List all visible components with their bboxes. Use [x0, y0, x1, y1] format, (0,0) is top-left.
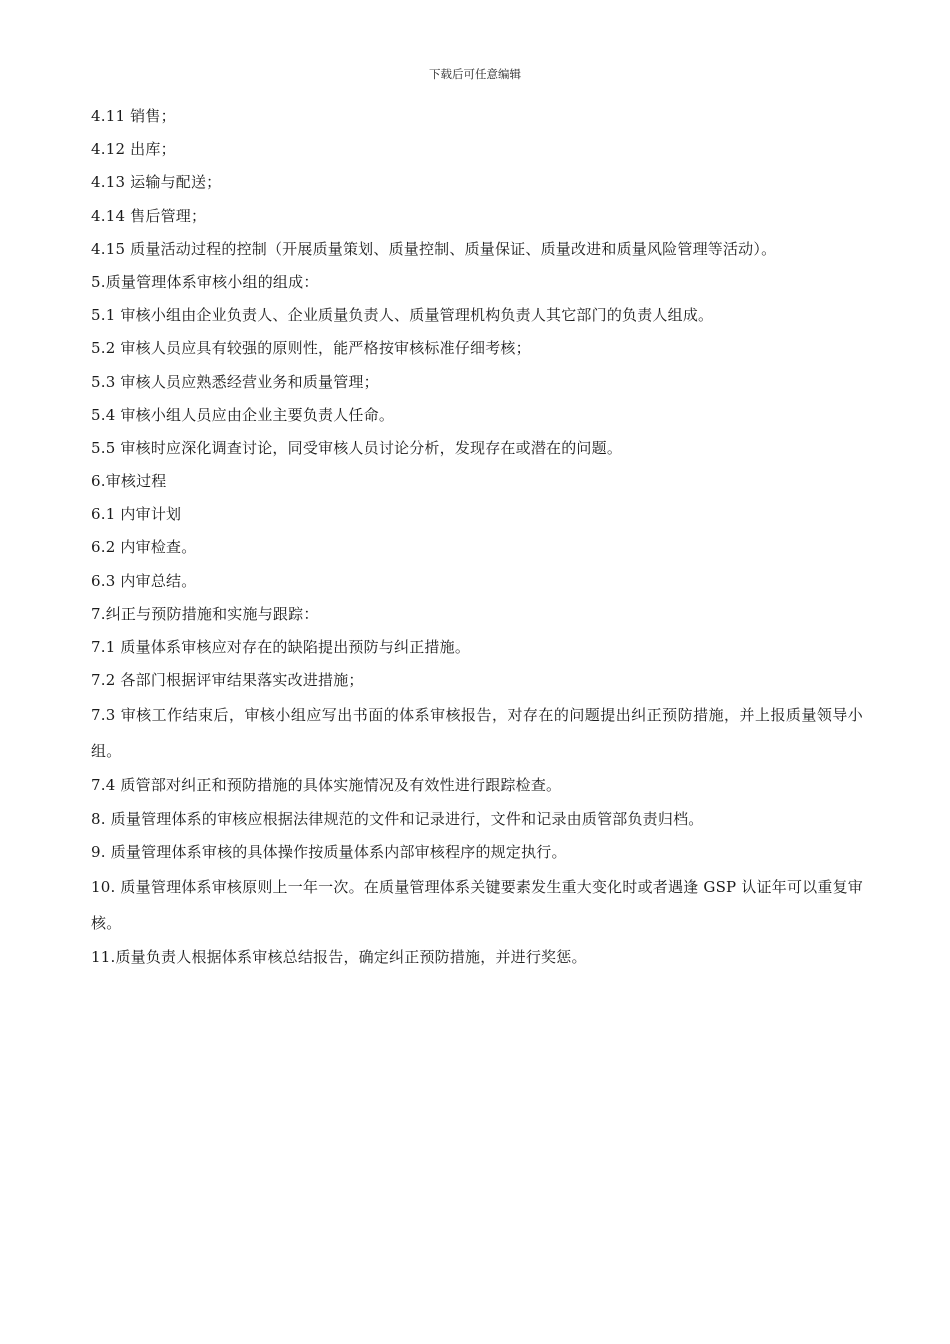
paragraph-7-1: 7.1 质量体系审核应对存在的缺陷提出预防与纠正措施。	[91, 638, 471, 656]
paragraph-6-3: 6.3 内审总结。	[91, 571, 197, 590]
paragraph-9: 9. 质量管理体系审核的具体操作按质量体系内部审核程序的规定执行。	[91, 842, 567, 861]
paragraph-8: 8. 质量管理体系的审核应根据法律规范的文件和记录进行，文件和记录由质管部负责归档。	[91, 809, 704, 828]
paragraph-7-2: 7.2 各部门根据评审结果落实改进措施；	[91, 671, 364, 690]
section-heading-6: 6.审核过程	[91, 472, 167, 491]
paragraph-7-4: 7.4 质管部对纠正和预防措施的具体实施情况及有效性进行跟踪检查。	[91, 776, 562, 795]
page-header-note: 下载后可任意编辑	[429, 67, 521, 81]
paragraph-6-2: 6.2 内审检查。	[91, 538, 197, 557]
section-heading-7: 7.纠正与预防措施和实施与跟踪：	[91, 604, 319, 623]
paragraph-5-1: 5.1 审核小组由企业负责人、企业质量负责人、质量管理机构负责人其它部门的负责人组成。	[91, 306, 714, 325]
paragraph-7-3: 7.3 审核工作结束后，审核小组应写出书面的体系审核报告，对存在的问题提出纠正预防措施，并上报质量领导小组。	[91, 706, 863, 761]
paragraph-4-12: 4.12 出库；	[91, 140, 176, 159]
paragraph-4-11: 4.11 销售；	[91, 107, 176, 125]
paragraph-5-2: 5.2 审核人员应具有较强的原则性，能严格按审核标准仔细考核；	[91, 339, 531, 358]
paragraph-4-14: 4.14 售后管理；	[91, 206, 207, 225]
paragraph-4-15: 4.15 质量活动过程的控制（开展质量策划、质量控制、质量保证、质量改进和质量风险管理等活动）。	[91, 239, 777, 258]
paragraph-5-5: 5.5 审核时应深化调查讨论，同受审核人员讨论分析，发现存在或潜在的问题。	[91, 438, 623, 457]
paragraph-4-13: 4.13 运输与配送；	[91, 173, 222, 192]
paragraph-11: 11.质量负责人根据体系审核总结报告，确定纠正预防措施，并进行奖惩。	[91, 947, 587, 966]
paragraph-5-4: 5.4 审核小组人员应由企业主要负责人任命。	[91, 405, 395, 424]
paragraph-5-3: 5.3 审核人员应熟悉经营业务和质量管理；	[91, 372, 379, 391]
section-heading-5: 5.质量管理体系审核小组的组成：	[91, 272, 319, 291]
paragraph-10: 10. 质量管理体系审核原则上一年一次。在质量管理体系关键要素发生重大变化时或者遇逢 GSP 认证年可以重复审核。	[91, 877, 863, 932]
paragraph-6-1: 6.1 内审计划	[91, 505, 182, 524]
document-body	[91, 100, 863, 974]
